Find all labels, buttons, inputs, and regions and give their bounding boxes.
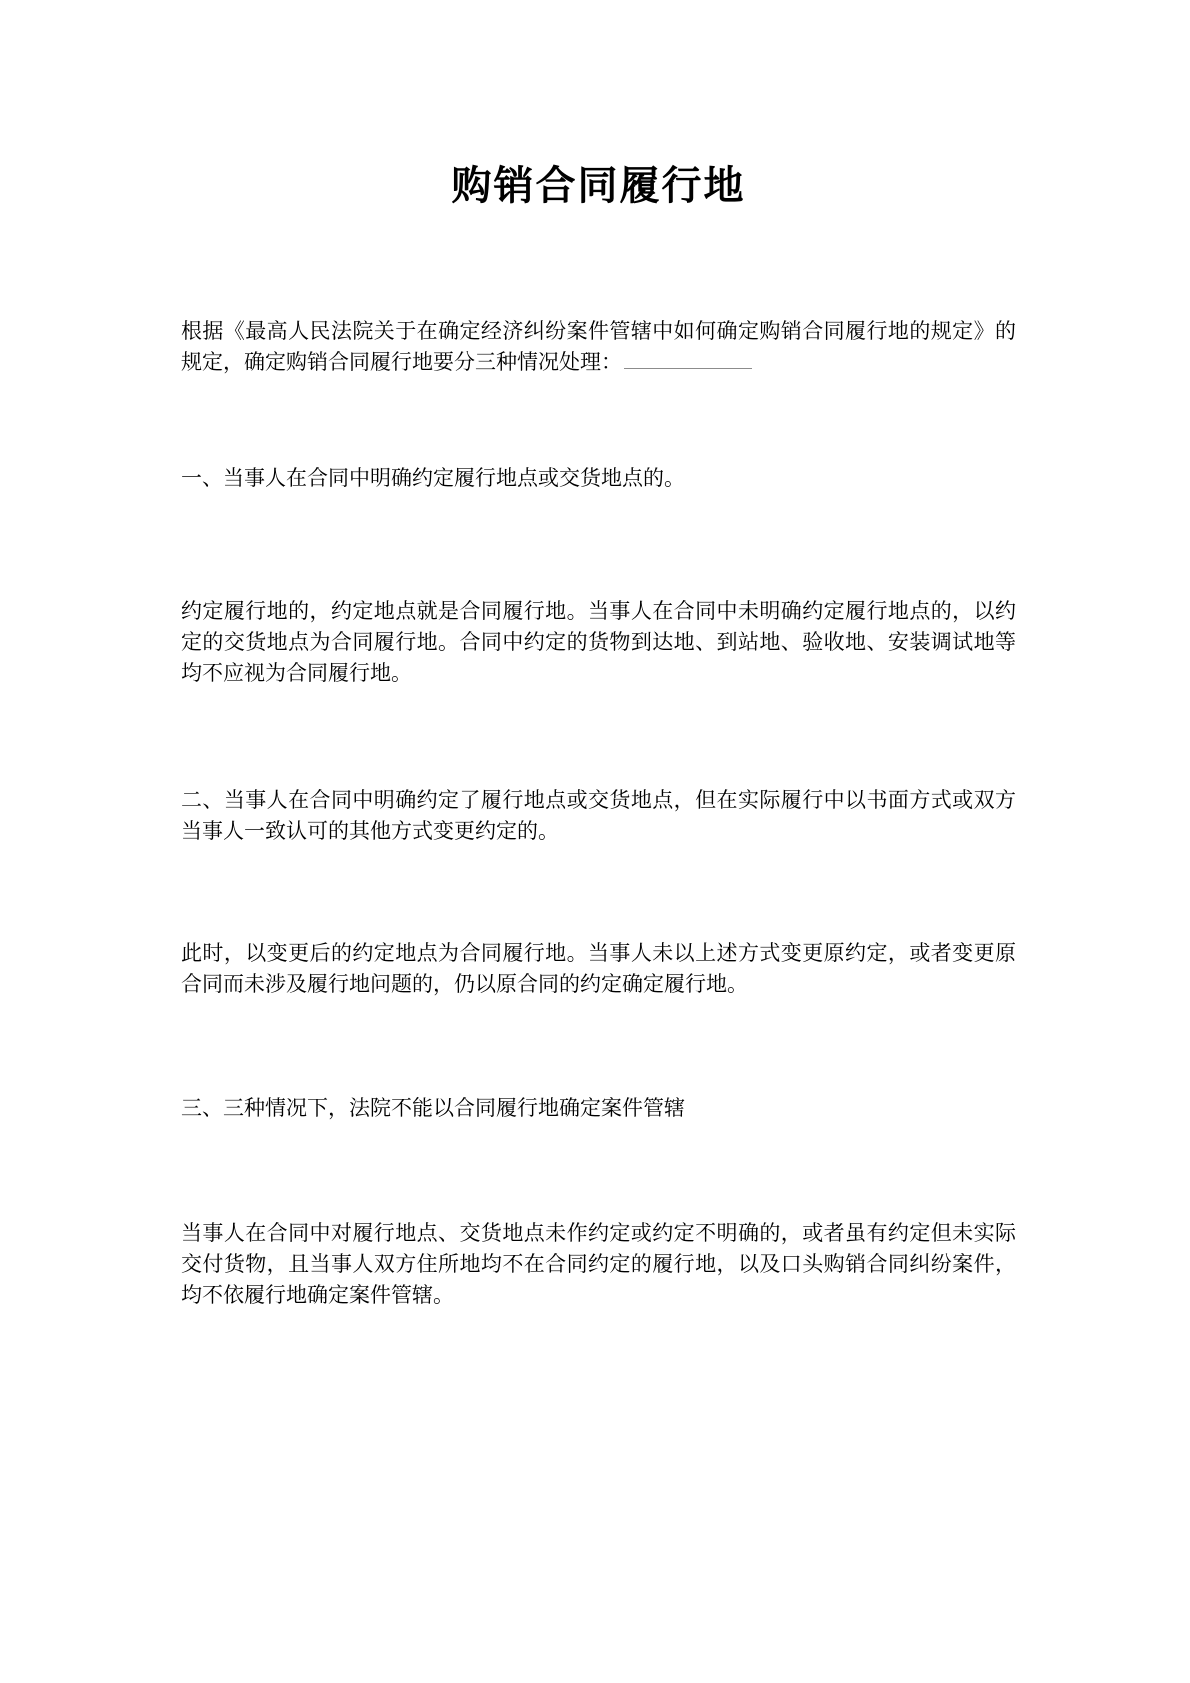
section-2-heading: 二、当事人在合同中明确约定了履行地点或交货地点，但在实际履行中以书面方式或双方当事人一致认可的其他方式变更约定的。 [181, 788, 1016, 843]
document-title: 购销合同履行地 [451, 163, 746, 208]
section-1-body: 约定履行地的，约定地点就是合同履行地。当事人在合同中未明确约定履行地点的，以约定的交货地点为合同履行地。合同中约定的货物到达地、到站地、验收地、安装调试地等均不应视为合同履行地。 [181, 599, 1016, 685]
section-2-body: 此时，以变更后的约定地点为合同履行地。当事人未以上述方式变更原约定，或者变更原合同而未涉及履行地问题的，仍以原合同的约定确定履行地。 [181, 941, 1016, 996]
section-1-heading: 一、当事人在合同中明确约定履行地点或交货地点的。 [181, 466, 685, 490]
section-3-body: 当事人在合同中对履行地点、交货地点未作约定或约定不明确的，或者虽有约定但未实际交付货物，且当事人双方住所地均不在合同约定的履行地，以及口头购销合同纠纷案件，均不依履行地确定案件管辖。 [181, 1221, 1016, 1307]
intro-paragraph [181, 316, 1016, 378]
intro-text: 根据《最高人民法院关于在确定经济纠纷案件管辖中如何确定购销合同履行地的规定》的规定，确定购销合同履行地要分三种情况处理： [181, 319, 1016, 374]
document-content [0, 162, 1190, 1311]
section-3-heading: 三、三种情况下，法院不能以合同履行地确定案件管辖 [181, 1096, 685, 1120]
blank-underline [624, 350, 752, 369]
